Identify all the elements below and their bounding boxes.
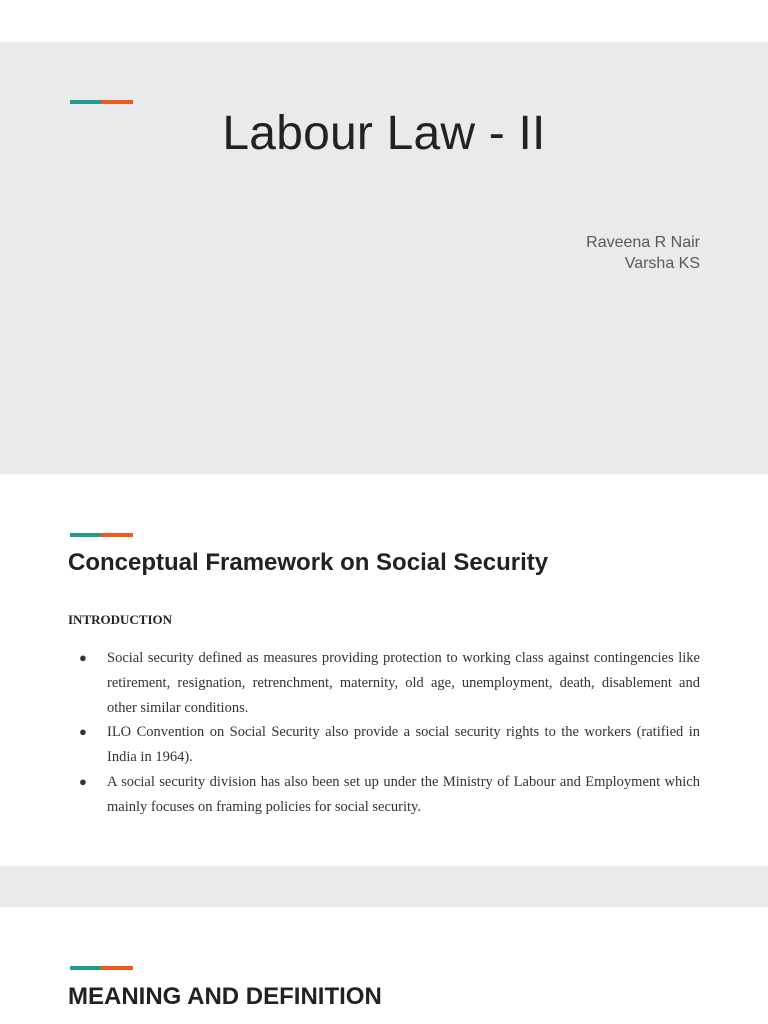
list-item-text: A social security division has also been set up under the Ministry of Labour and Employment which mainly focuses on framing policies for social security. bbox=[107, 773, 700, 815]
accent-orange bbox=[101, 100, 133, 104]
bullet-icon: ● bbox=[79, 724, 87, 740]
authors-block bbox=[586, 232, 700, 274]
bullet-icon: ● bbox=[79, 650, 87, 665]
accent-orange bbox=[101, 966, 133, 970]
list-item-text: Social security defined as measures providing protection to working class against contingencies like retirement, resignation, retrenchment, maternity, old age, unemployment, death, disablement and other similar conditions. bbox=[107, 650, 700, 716]
presentation-title: Labour Law - II bbox=[222, 107, 546, 160]
top-margin bbox=[0, 0, 768, 42]
accent-teal bbox=[70, 533, 101, 537]
list-item bbox=[68, 720, 700, 770]
author-name: Varsha KS bbox=[624, 255, 700, 272]
section-title: MEANING AND DEFINITION bbox=[68, 983, 382, 1010]
accent-orange bbox=[101, 533, 133, 537]
bullet-icon: ● bbox=[79, 773, 87, 789]
accent-bar bbox=[70, 533, 133, 537]
accent-bar bbox=[70, 100, 133, 104]
list-item bbox=[68, 646, 700, 720]
list-item bbox=[68, 770, 700, 820]
author-name: Raveena R Nair bbox=[586, 234, 700, 251]
slide-separator bbox=[0, 866, 768, 907]
list-item-text: ILO Convention on Social Security also provide a social security rights to the workers (ratified in India in 1964). bbox=[107, 724, 700, 766]
accent-bar bbox=[70, 966, 133, 970]
accent-teal bbox=[70, 100, 101, 104]
introduction-heading: INTRODUCTION bbox=[68, 612, 173, 627]
section-title: Conceptual Framework on Social Security bbox=[68, 549, 549, 576]
accent-teal bbox=[70, 966, 101, 970]
bullet-list bbox=[68, 646, 700, 820]
